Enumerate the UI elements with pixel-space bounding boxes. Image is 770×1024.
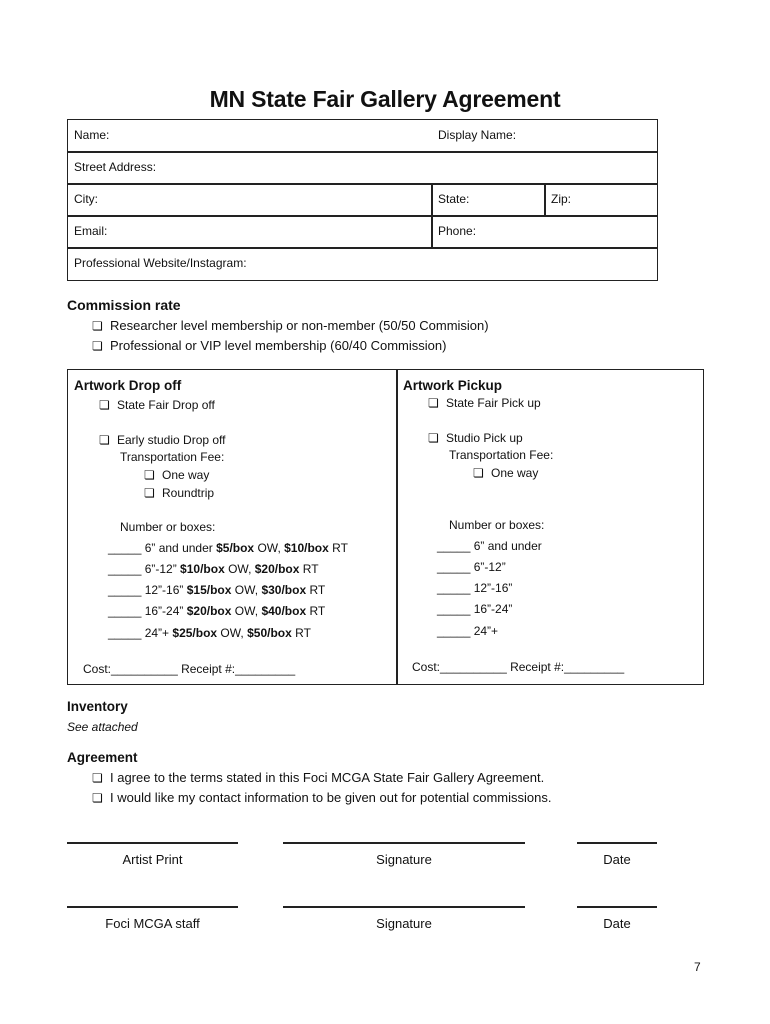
commission-option-professional[interactable]: ❏ Professional or VIP level membership (60/40 Commission)	[92, 338, 447, 353]
street-address-field[interactable]: Street Address:	[74, 160, 157, 174]
artist-signature-line[interactable]	[283, 842, 525, 844]
website-field[interactable]: Professional Website/Instagram:	[74, 256, 247, 270]
agreement-heading: Agreement	[67, 750, 138, 765]
staff-signature-line[interactable]	[283, 906, 525, 908]
pickup-box-row[interactable]: _____ 16”-24”	[437, 602, 513, 616]
checkbox-icon[interactable]: ❏	[428, 396, 439, 410]
checkbox-icon[interactable]: ❏	[428, 431, 439, 445]
checkbox-icon[interactable]: ❏	[144, 486, 155, 500]
dropoff-fee-roundtrip[interactable]: ❏ Roundtrip	[144, 486, 215, 500]
agreement-option-contact[interactable]: ❏ I would like my contact information to be given out for potential commissions.	[92, 790, 552, 805]
checkbox-icon[interactable]: ❏	[99, 433, 110, 447]
checkbox-icon[interactable]: ❏	[92, 339, 103, 353]
pickup-cost-receipt[interactable]: Cost:__________ Receipt #:_________	[412, 660, 625, 674]
staff-date-label: Date	[603, 916, 631, 931]
page-title: MN State Fair Gallery Agreement	[209, 86, 561, 112]
checkbox-icon[interactable]: ❏	[92, 771, 103, 785]
pickup-box-row[interactable]: _____ 12”-16”	[437, 581, 513, 595]
staff-print-label: Foci MCGA staff	[105, 916, 200, 931]
pickup-fee-label: Transportation Fee:	[449, 448, 554, 462]
dropoff-heading: Artwork Drop off	[74, 378, 182, 393]
commission-heading: Commission rate	[67, 297, 181, 313]
staff-signature-label: Signature	[376, 916, 432, 931]
pickup-heading: Artwork Pickup	[403, 378, 503, 393]
page-number: 7	[694, 960, 701, 974]
inventory-note: See attached	[67, 720, 138, 734]
display-name-field[interactable]: Display Name:	[438, 128, 517, 142]
email-field[interactable]: Email:	[74, 224, 108, 238]
city-field[interactable]: City:	[74, 192, 98, 206]
inventory-heading: Inventory	[67, 699, 128, 714]
agreement-option-terms[interactable]: ❏ I agree to the terms stated in this Foci MCGA State Fair Gallery Agreement.	[92, 770, 545, 785]
artist-print-label: Artist Print	[122, 852, 183, 867]
staff-print-line[interactable]	[67, 906, 238, 908]
checkbox-icon[interactable]: ❏	[473, 466, 484, 480]
checkbox-icon[interactable]: ❏	[144, 468, 155, 482]
dropoff-box-row[interactable]: _____ 6”-12” $10/box OW, $20/box RT	[108, 562, 319, 576]
dropoff-fee-one-way[interactable]: ❏ One way	[144, 468, 210, 482]
dropoff-box-row[interactable]: _____ 24”+ $25/box OW, $50/box RT	[108, 626, 311, 640]
pickup-boxes-label: Number or boxes:	[449, 518, 545, 532]
checkbox-icon[interactable]: ❏	[92, 791, 103, 805]
checkbox-icon[interactable]: ❏	[92, 319, 103, 333]
state-field[interactable]: State:	[438, 192, 470, 206]
dropoff-cost-receipt[interactable]: Cost:__________ Receipt #:_________	[83, 662, 296, 676]
pickup-option-state-fair[interactable]: ❏ State Fair Pick up	[428, 396, 541, 410]
staff-date-line[interactable]	[577, 906, 657, 908]
artist-print-line[interactable]	[67, 842, 238, 844]
pickup-box-row[interactable]: _____ 24”+	[437, 624, 499, 638]
dropoff-option-state-fair[interactable]: ❏ State Fair Drop off	[99, 398, 215, 412]
pickup-option-studio[interactable]: ❏ Studio Pick up	[428, 431, 523, 445]
pickup-box-row[interactable]: _____ 6” and under	[437, 539, 542, 553]
pickup-fee-one-way[interactable]: ❏ One way	[473, 466, 539, 480]
artist-date-line[interactable]	[577, 842, 657, 844]
dropoff-box-row[interactable]: _____ 12”-16” $15/box OW, $30/box RT	[108, 583, 326, 597]
dropoff-boxes-label: Number or boxes:	[120, 520, 216, 534]
name-field[interactable]: Name:	[74, 128, 110, 142]
commission-option-researcher[interactable]: ❏ Researcher level membership or non-member (50/50 Commision)	[92, 318, 489, 333]
pickup-box-row[interactable]: _____ 6”-12”	[437, 560, 506, 574]
checkbox-icon[interactable]: ❏	[99, 398, 110, 412]
dropoff-box-row[interactable]: _____ 6” and under $5/box OW, $10/box RT	[108, 541, 348, 555]
dropoff-fee-label: Transportation Fee:	[120, 450, 225, 464]
artist-signature-label: Signature	[376, 852, 432, 867]
phone-field[interactable]: Phone:	[438, 224, 477, 238]
dropoff-option-early-studio[interactable]: ❏ Early studio Drop off	[99, 433, 226, 447]
dropoff-box-row[interactable]: _____ 16”-24” $20/box OW, $40/box RT	[108, 604, 326, 618]
zip-field[interactable]: Zip:	[551, 192, 572, 206]
artist-date-label: Date	[603, 852, 631, 867]
